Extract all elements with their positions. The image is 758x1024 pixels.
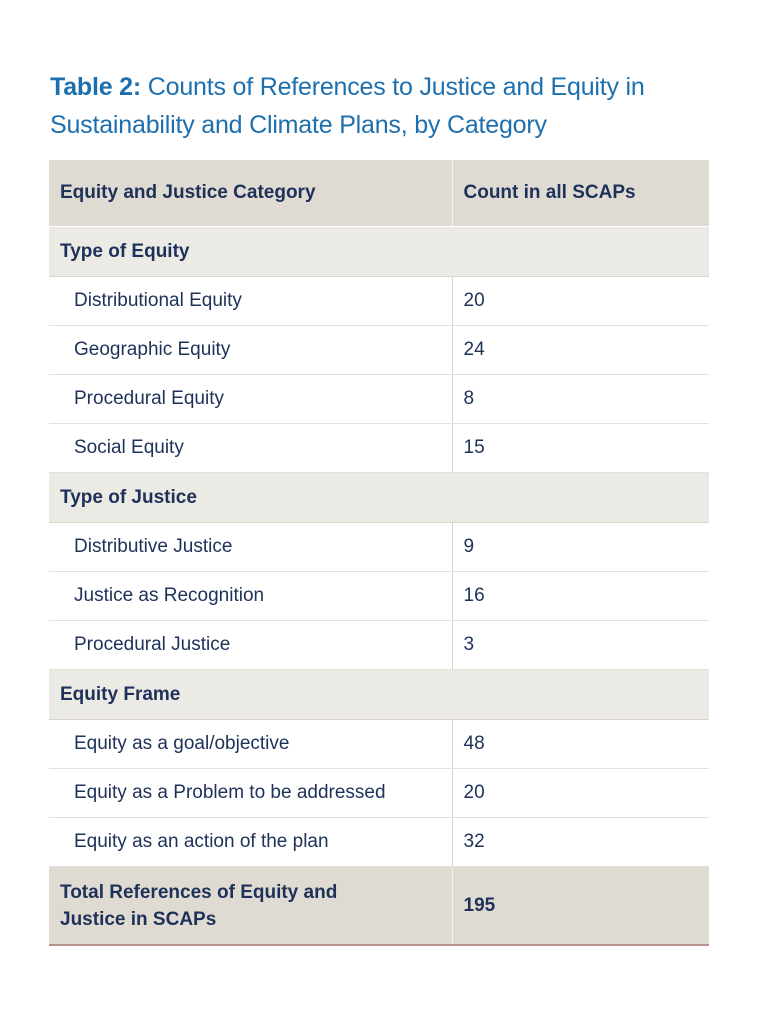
- row-count: 24: [452, 326, 709, 375]
- row-label: Distributional Equity: [49, 277, 452, 326]
- total-label-line-1: Total References of Equity and: [60, 881, 338, 903]
- category-label: Type of Equity: [49, 227, 709, 277]
- row-label: Equity as a Problem to be addressed: [49, 769, 452, 818]
- category-row: [49, 670, 709, 720]
- column-header-category: Equity and Justice Category: [49, 160, 452, 227]
- row-count: 20: [452, 277, 709, 326]
- table-row: [49, 326, 709, 375]
- table-header-row: [49, 160, 709, 227]
- row-count: 15: [452, 424, 709, 473]
- table-row: [49, 720, 709, 769]
- row-label: Geographic Equity: [49, 326, 452, 375]
- row-label: Distributive Justice: [49, 523, 452, 572]
- table-row: [49, 769, 709, 818]
- row-count: 48: [452, 720, 709, 769]
- row-label: Equity as an action of the plan: [49, 818, 452, 867]
- table-row: [49, 621, 709, 670]
- category-label: Type of Justice: [49, 473, 709, 523]
- category-label: Equity Frame: [49, 670, 709, 720]
- row-label: Social Equity: [49, 424, 452, 473]
- table-title: [50, 68, 720, 144]
- total-label: [49, 867, 452, 946]
- total-label-line-2: Justice in SCAPs: [60, 908, 217, 930]
- table-row: [49, 375, 709, 424]
- table-row: [49, 572, 709, 621]
- row-count: 20: [452, 769, 709, 818]
- column-header-count: Count in all SCAPs: [452, 160, 709, 227]
- row-count: 3: [452, 621, 709, 670]
- counts-table: [49, 160, 709, 946]
- table-row: [49, 523, 709, 572]
- total-count: 195: [452, 867, 709, 946]
- category-row: [49, 227, 709, 277]
- row-count: 16: [452, 572, 709, 621]
- row-label: Procedural Justice: [49, 621, 452, 670]
- total-row: [49, 867, 709, 946]
- row-label: Justice as Recognition: [49, 572, 452, 621]
- table-row: [49, 277, 709, 326]
- table-title-label: Table 2:: [50, 73, 142, 101]
- row-count: 32: [452, 818, 709, 867]
- row-label: Equity as a goal/objective: [49, 720, 452, 769]
- row-label: Procedural Equity: [49, 375, 452, 424]
- table-row: [49, 424, 709, 473]
- table-title-text: Counts of References to Justice and Equity in Sustainability and Climate Plans, by Category: [50, 73, 645, 139]
- row-count: 8: [452, 375, 709, 424]
- category-row: [49, 473, 709, 523]
- row-count: 9: [452, 523, 709, 572]
- table-row: [49, 818, 709, 867]
